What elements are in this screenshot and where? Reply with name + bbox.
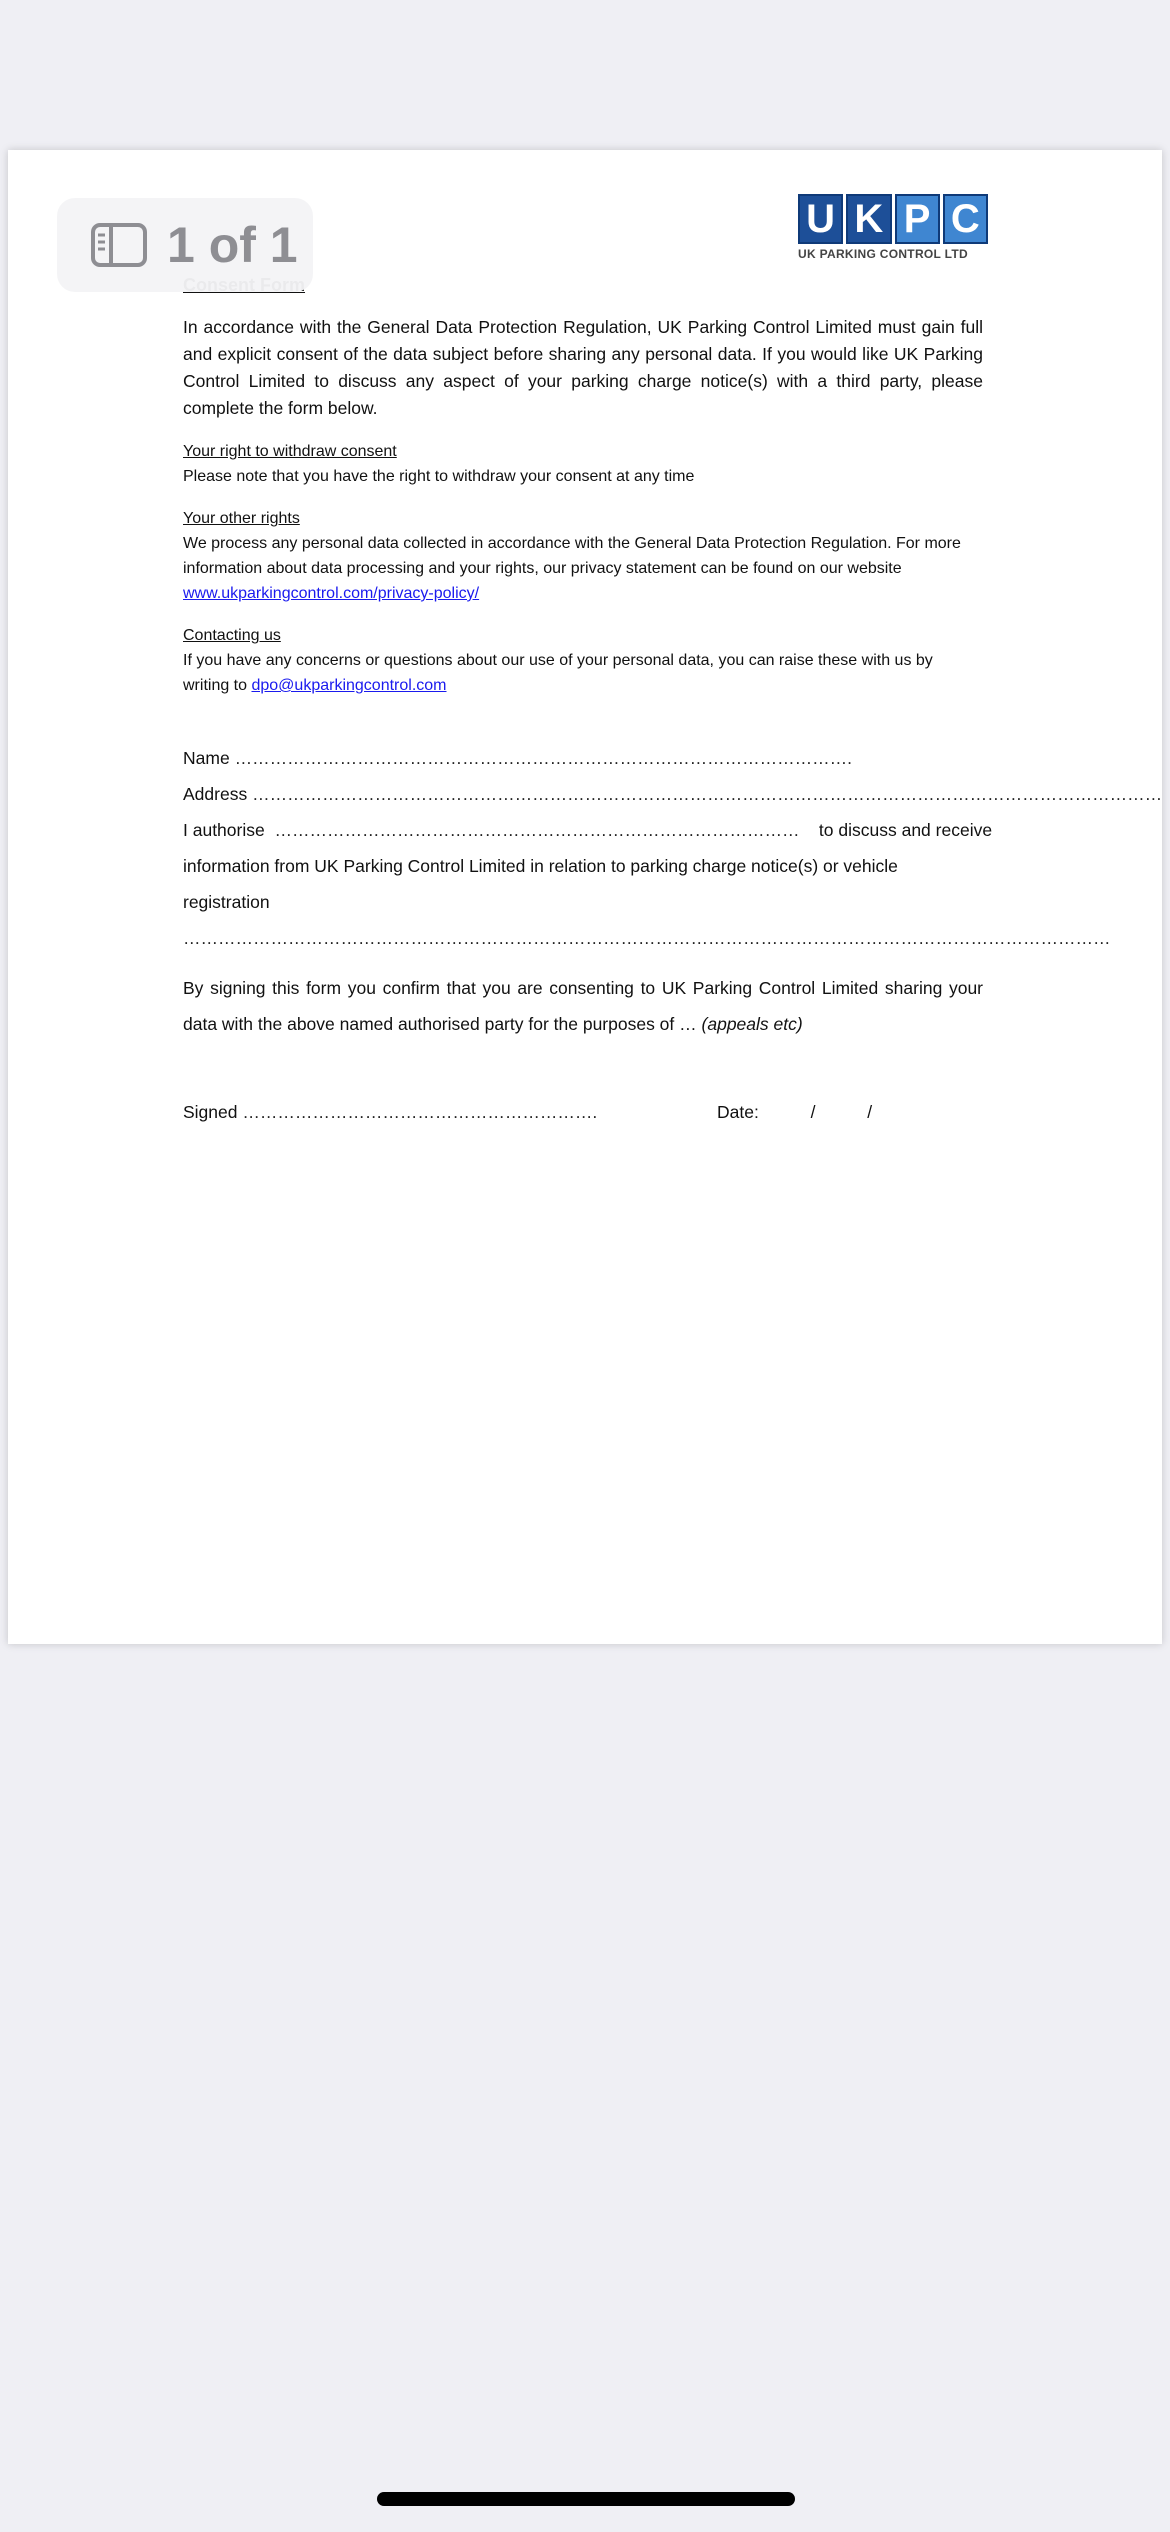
name-label: Name bbox=[183, 748, 230, 768]
signed-label: Signed bbox=[183, 1102, 238, 1122]
other-rights-heading: Your other rights bbox=[183, 510, 300, 527]
authorise-text-3: registration bbox=[183, 892, 270, 912]
signature-row bbox=[183, 1094, 983, 1130]
confirm-paragraph bbox=[183, 970, 983, 1042]
home-indicator[interactable] bbox=[377, 2492, 795, 2506]
contact-heading: Contacting us bbox=[183, 627, 281, 644]
withdraw-heading: Your right to withdraw consent bbox=[183, 443, 397, 460]
logo-letter: U bbox=[798, 194, 843, 244]
confirm-text: By signing this form you confirm that you are consenting to UK Parking Control Limited sharing your data with the above named authorised party for the purposes of … bbox=[183, 978, 983, 1034]
authorise-label: I authorise bbox=[183, 820, 265, 840]
other-rights-text bbox=[183, 531, 983, 606]
signature-field[interactable]: ……………………………………………………. bbox=[242, 1102, 598, 1122]
other-rights-body: We process any personal data collected in accordance with the General Data Protection Regulation. For more information about data processing and your rights, our privacy statement can be found on our website bbox=[183, 535, 961, 577]
date-separator: / bbox=[810, 1102, 816, 1122]
date-separator: / bbox=[867, 1102, 873, 1122]
date-label: Date: bbox=[717, 1102, 759, 1122]
address-field[interactable]: Address ………………………………………………………………………………………………………………………………………… bbox=[183, 784, 1163, 804]
confirm-italic: (appeals etc) bbox=[701, 1014, 803, 1034]
authorise-text-1: to discuss and receive bbox=[818, 820, 993, 840]
contact-body: If you have any concerns or questions about our use of your personal data, you can raise these with us by writing to bbox=[183, 652, 933, 694]
pdf-page[interactable] bbox=[8, 150, 1162, 1644]
ukpc-logo bbox=[798, 194, 988, 264]
privacy-policy-link[interactable]: www.ukparkingcontrol.com/privacy-policy/ bbox=[183, 585, 480, 602]
address-label: Address bbox=[183, 784, 248, 804]
contact-text bbox=[183, 648, 983, 698]
logo-subtitle: UK PARKING CONTROL LTD bbox=[798, 247, 968, 261]
logo-letters bbox=[798, 194, 988, 244]
registration-field[interactable]: …………………………………………………………………………………………………………………………………………… bbox=[183, 928, 1111, 948]
page-indicator-label: 1 of 1 bbox=[167, 217, 298, 273]
logo-letter: P bbox=[895, 194, 940, 244]
contact-email-link[interactable]: dpo@ukparkingcontrol.com bbox=[251, 677, 447, 694]
withdraw-text: Please note that you have the right to withdraw your consent at any time bbox=[183, 468, 695, 485]
sidebar-icon[interactable] bbox=[91, 223, 147, 267]
page-indicator[interactable] bbox=[57, 198, 313, 292]
authorise-field[interactable]: I authorise ……………………………………………………………………………… to discuss and receive bbox=[183, 820, 993, 840]
document-body bbox=[183, 275, 1163, 1130]
intro-paragraph: In accordance with the General Data Protection Regulation, UK Parking Control Limited must gain full and explicit consent of the data subject before sharing any personal data. If you would like UK Parking Control Limited to discuss any aspect of your parking charge notice(s) with a third party, please complete the form below. bbox=[183, 317, 983, 418]
logo-letter: K bbox=[846, 194, 891, 244]
logo-letter: C bbox=[943, 194, 988, 244]
authorise-text-2: information from UK Parking Control Limited in relation to parking charge notice(s) or vehicle bbox=[183, 856, 898, 876]
name-field[interactable]: Name ……………………………………………………………………………………………. bbox=[183, 748, 852, 768]
